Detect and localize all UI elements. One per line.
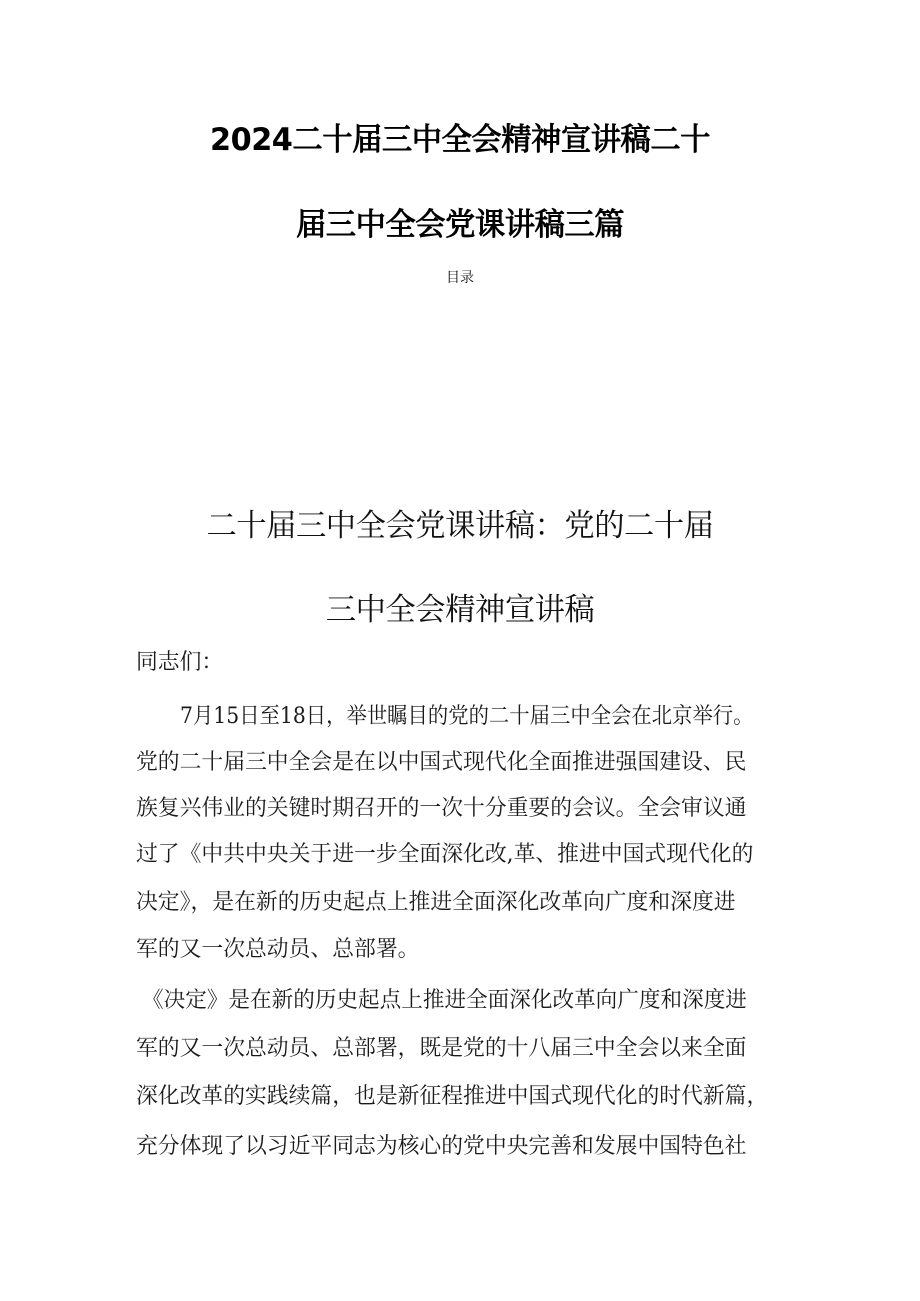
document-title-line-1: 2024二十届三中全会精神宣讲稿二十 — [209, 122, 711, 158]
paragraph-1-line: 决定》，是在新的历史起点上推进全面深化改革向广度和深度进 — [136, 890, 736, 915]
paragraph-2-line: 深化改革的实践续篇，也是新征程推进中国式现代化的时代新篇， — [136, 1084, 769, 1109]
paragraph-2-line: 《决定》是在新的历史起点上推进全面深化改革向广度和深度进 — [142, 988, 747, 1013]
greeting: 同志们： — [136, 650, 224, 675]
paragraph-2-line: 军的又一次总动员、总部署，既是党的十八届三中全会以来全面 — [136, 1036, 747, 1061]
paragraph-1-line: 党的二十届三中全会是在以中国式现代化全面推进强国建设、民 — [136, 750, 747, 775]
paragraph-1-line: 军的又一次总动员、总部署。 — [136, 937, 420, 962]
toc-label: 目录 — [446, 270, 474, 286]
document-title-line-2: 届三中全会党课讲稿三篇 — [295, 207, 625, 243]
section-title-line-2: 三中全会精神宣讲稿 — [325, 592, 595, 628]
paragraph-1-line: 族复兴伟业的关键时期召开的一次十分重要的会议。全会审议通 — [136, 796, 747, 821]
paragraph-2-line: 充分体现了以习近平同志为核心的党中央完善和发展中国特色社 — [136, 1134, 747, 1159]
paragraph-1-line: 过了《中共中央关于进一步全面深化改,革、推进中国式现代化的 — [136, 842, 754, 867]
paragraph-1-line: 7月15日至18日，举世瞩目的党的二十届三中全会在北京举行。 — [180, 704, 754, 729]
section-title-line-1: 二十届三中全会党课讲稿：党的二十届 — [206, 508, 714, 544]
